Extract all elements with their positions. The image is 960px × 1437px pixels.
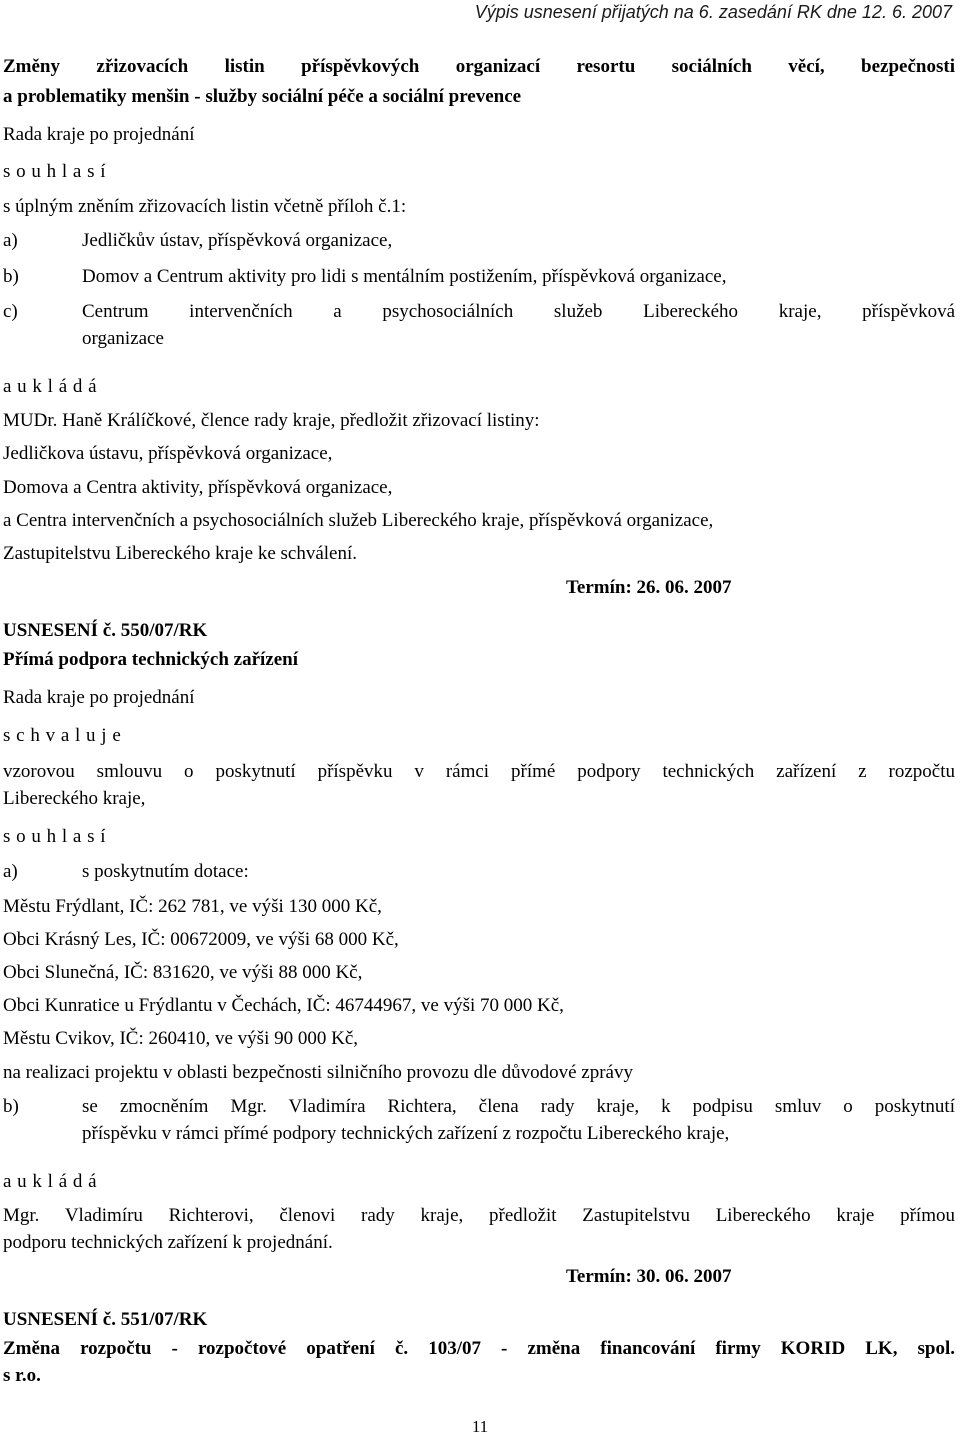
intro-text: s úplným zněním zřizovacích listin včetně příloh č.1: bbox=[3, 196, 407, 217]
body-line: MUDr. Haně Králíčkové, člence rady kraje, předložit zřizovací listiny: bbox=[3, 410, 540, 431]
grant-line: Obci Krásný Les, IČ: 00672009, ve výši 68 000 Kč, bbox=[3, 929, 399, 950]
schvaluje-heading: s c h v a l u j e bbox=[3, 725, 122, 746]
body-line: Jedličkova ústavu, příspěvková organizace, bbox=[3, 443, 333, 464]
grant-line: Městu Frýdlant, IČ: 262 781, ve výši 130 000 Kč, bbox=[3, 896, 382, 917]
rada-statement: Rada kraje po projednání bbox=[3, 124, 195, 145]
body-line: Libereckého kraje, bbox=[3, 788, 146, 809]
item-text-line-1: se zmocněním Mgr. Vladimíra Richtera, člena rady kraje, k podpisu smluv o poskytnutí bbox=[82, 1096, 955, 1117]
section-title-line-1: Změny zřizovacích listin příspěvkových organizací resortu sociálních věcí, bezpečnosti bbox=[3, 56, 955, 77]
item-text: Domov a Centrum aktivity pro lidi s mentálním postižením, příspěvková organizace, bbox=[82, 266, 727, 287]
item-label: b) bbox=[3, 1096, 19, 1117]
souhlasi-heading: s o u h l a s í bbox=[3, 161, 107, 182]
uklada-heading: a u k l á d á bbox=[3, 1171, 98, 1192]
uklada-heading: a u k l á d á bbox=[3, 376, 98, 397]
grant-line: Městu Cvikov, IČ: 260410, ve výši 90 000 Kč, bbox=[3, 1028, 359, 1049]
souhlasi-heading: s o u h l a s í bbox=[3, 826, 107, 847]
item-text: Jedličkův ústav, příspěvková organizace, bbox=[82, 230, 393, 251]
body-line: Mgr. Vladimíru Richterovi, členovi rady kraje, předložit Zastupitelstvu Libereckého kraje přímou bbox=[3, 1205, 955, 1226]
grant-line: Obci Kunratice u Frýdlantu v Čechách, IČ: 46744967, ve výši 70 000 Kč, bbox=[3, 995, 564, 1016]
item-text: s poskytnutím dotace: bbox=[82, 861, 249, 882]
resolution-number: USNESENÍ č. 551/07/RK bbox=[3, 1309, 208, 1330]
body-line: vzorovou smlouvu o poskytnutí příspěvku v rámci přímé podpory technických zařízení z rozpočtu bbox=[3, 761, 955, 782]
resolution-title: Přímá podpora technických zařízení bbox=[3, 649, 298, 670]
item-text-line-1: Centrum intervenčních a psychosociálních služeb Libereckého kraje, příspěvková bbox=[82, 301, 955, 322]
page-header: Výpis usnesení přijatých na 6. zasedání RK dne 12. 6. 2007 bbox=[474, 2, 952, 22]
body-line: podporu technických zařízení k projednání. bbox=[3, 1232, 333, 1253]
section-title-line-2: a problematiky menšin - služby sociální péče a sociální prevence bbox=[3, 86, 522, 107]
termin: Termín: 26. 06. 2007 bbox=[566, 577, 732, 598]
body-line: a Centra intervenčních a psychosociálních služeb Libereckého kraje, příspěvková organizace, bbox=[3, 510, 714, 531]
page-number: 11 bbox=[471, 1417, 489, 1436]
item-label: b) bbox=[3, 266, 19, 287]
item-text-line-2: organizace bbox=[82, 328, 164, 349]
item-label: a) bbox=[3, 861, 18, 882]
item-label: a) bbox=[3, 230, 18, 251]
item-text-line-2: příspěvku v rámci přímé podpory technických zařízení z rozpočtu Libereckého kraje, bbox=[82, 1123, 730, 1144]
body-line: Zastupitelstvu Libereckého kraje ke schválení. bbox=[3, 543, 358, 564]
grant-line: Obci Slunečná, IČ: 831620, ve výši 88 000 Kč, bbox=[3, 962, 363, 983]
resolution-title-line-2: s r.o. bbox=[3, 1365, 41, 1386]
resolution-title-line-1: Změna rozpočtu - rozpočtové opatření č. 103/07 - změna financování firmy KORID LK, spol. bbox=[3, 1338, 955, 1359]
body-line: na realizaci projektu v oblasti bezpečnosti silničního provozu dle důvodové zprávy bbox=[3, 1062, 633, 1083]
termin: Termín: 30. 06. 2007 bbox=[566, 1266, 732, 1287]
rada-statement: Rada kraje po projednání bbox=[3, 687, 195, 708]
item-label: c) bbox=[3, 301, 18, 322]
resolution-number: USNESENÍ č. 550/07/RK bbox=[3, 620, 208, 641]
body-line: Domova a Centra aktivity, příspěvková organizace, bbox=[3, 477, 393, 498]
